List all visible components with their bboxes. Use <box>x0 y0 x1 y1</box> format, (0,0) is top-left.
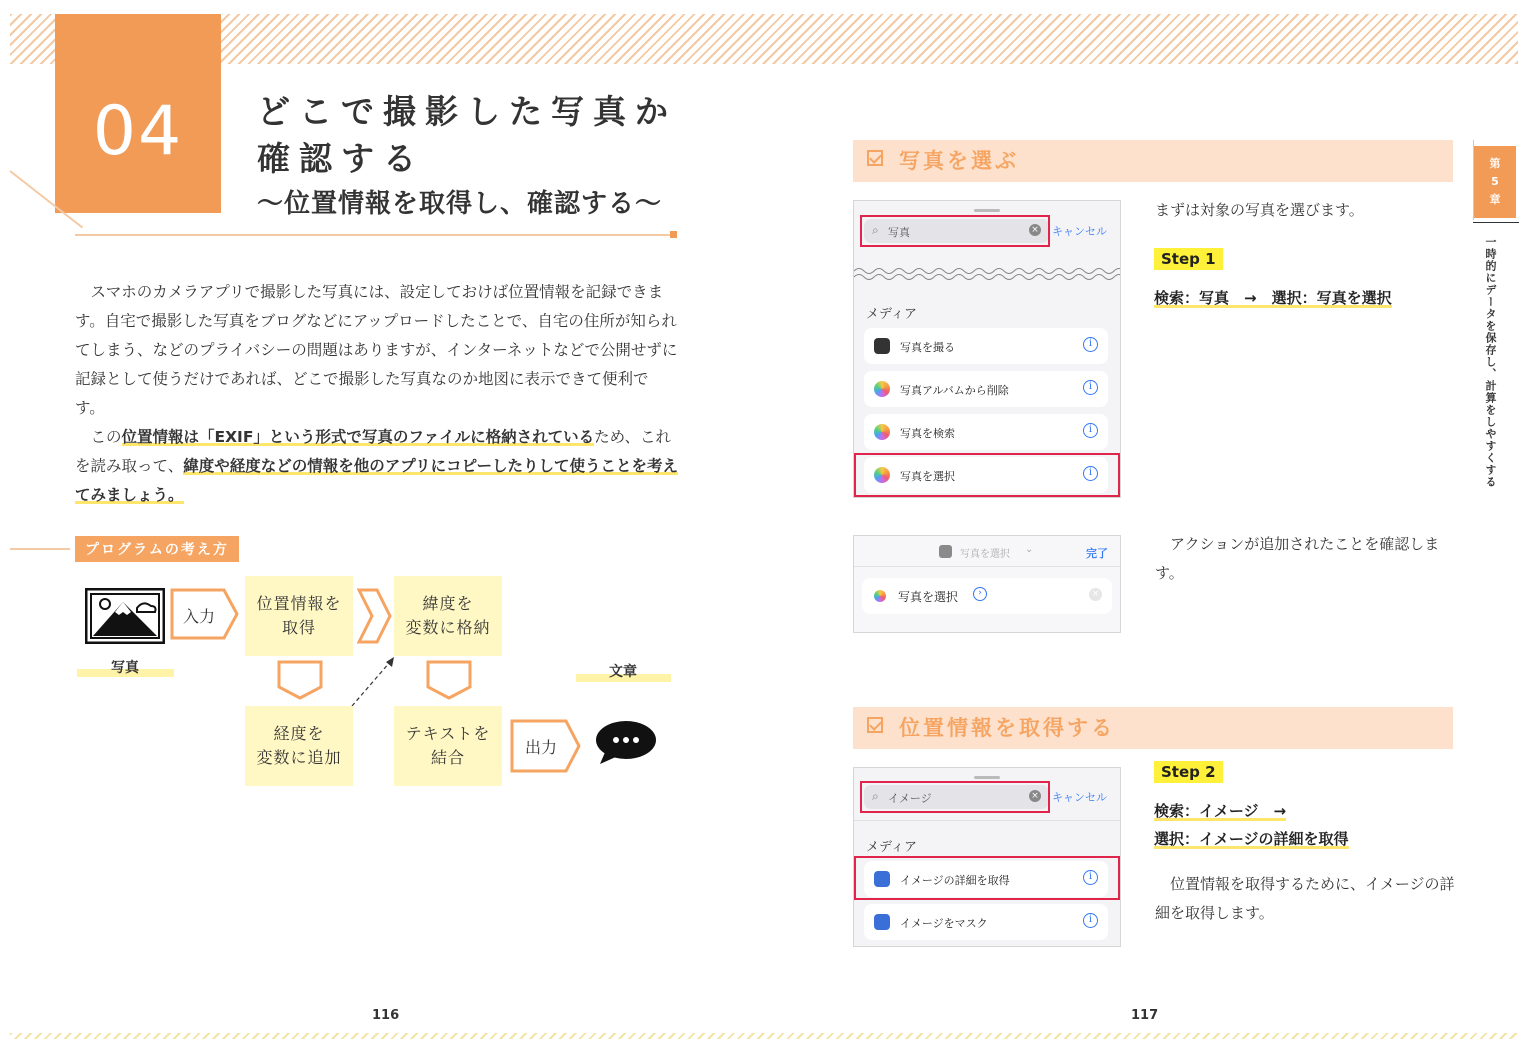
highlight-exif: 位置情報は「EXIF」という形式で写真のファイルに格納されている <box>121 428 595 446</box>
info-icon[interactable]: i <box>1083 380 1098 395</box>
program-label: プログラムの考え方 <box>75 536 239 562</box>
text-label: 文章 <box>609 664 637 680</box>
info-icon[interactable]: i <box>1083 466 1098 481</box>
step-combine: テキストを 結合 <box>394 706 502 786</box>
clear-icon[interactable]: × <box>1029 790 1041 802</box>
remove-icon[interactable]: × <box>1089 588 1102 601</box>
media-header: メディア <box>866 840 917 855</box>
title-rule-dot <box>670 231 677 238</box>
section2-heading-bar <box>853 707 1453 749</box>
step2-command-line1: 検索：イメージ → <box>1154 802 1287 820</box>
expand-icon[interactable]: › <box>973 587 987 601</box>
photos-app-icon <box>874 381 890 397</box>
flow-arrow-right <box>357 588 393 644</box>
side-rule-horizontal <box>1473 222 1519 223</box>
output-label: 出力 <box>525 738 558 757</box>
highlight-details-row <box>854 856 1120 900</box>
shortcut-icon <box>939 545 952 558</box>
step2-badge: Step 2 <box>1154 761 1223 783</box>
done-button[interactable]: 完了 <box>1086 547 1108 560</box>
highlight-select-row <box>854 453 1120 497</box>
added-action-card[interactable]: 写真を選択 › × <box>862 578 1112 614</box>
chapter-tab: 第 5 章 <box>1474 146 1516 218</box>
search-input[interactable]: ⌕ イメージ × <box>864 785 1049 809</box>
flow-dashed-arrow <box>348 654 398 710</box>
flow-arrow-down-2 <box>425 659 473 701</box>
highlight-copy: 緯度や経度などの情報を他のアプリにコピーしたりして使うことを考えてみましょう。 <box>75 457 678 504</box>
media-header: メディア <box>866 307 917 322</box>
step-longitude: 経度を 変数に追加 <box>245 706 353 786</box>
step1-command: 検索：写真 → 選択：写真を選択 <box>1154 289 1392 307</box>
page-number-left: 116 <box>372 1008 400 1023</box>
action-row-select-photos[interactable]: 写真を選択 i <box>864 457 1108 493</box>
info-icon[interactable]: i <box>1083 870 1098 885</box>
section1-description: まずは対象の写真を選びます。 <box>1155 201 1364 219</box>
page-subtitle: 〜位置情報を取得し、確認する〜 <box>257 189 663 219</box>
section2-description: 位置情報を取得するために、イメージの詳細を取得します。 <box>1155 875 1455 922</box>
cancel-button[interactable]: キャンセル <box>1052 791 1107 804</box>
step-get-location: 位置情報を 取得 <box>245 576 353 656</box>
checkbox-icon <box>867 717 883 733</box>
grabber <box>974 209 1000 212</box>
image-mask-icon <box>874 914 890 930</box>
photo-label: 写真 <box>111 660 139 676</box>
step2-command-line2: 選択：イメージの詳細を取得 <box>1154 830 1349 848</box>
info-icon[interactable]: i <box>1083 423 1098 438</box>
cut-line <box>854 263 1121 287</box>
camera-icon <box>874 338 890 354</box>
program-label-rule <box>10 548 70 550</box>
section-number: 04 <box>92 92 184 171</box>
action-row-delete-from-album[interactable]: 写真アルバムから削除 i <box>864 371 1108 407</box>
step1-badge: Step 1 <box>1154 248 1223 270</box>
info-icon[interactable]: i <box>1083 913 1098 928</box>
photos-app-icon <box>874 590 886 602</box>
action-row-take-photo[interactable]: 写真を撮る i <box>864 328 1108 364</box>
search-icon: ⌕ <box>872 223 879 237</box>
intro-paragraph-1: スマホのカメラアプリで撮影した写真には、設定しておけば位置情報を記録できます。自宅で撮影した写真をブログなどにアップロードしたことで、自宅の住所が知られてしまう、などのプライバシーの問題はありますが、インターネットなどで公開せずに記録として使うだけであれば、どこで撮影した写真なのか地図に表示できて便利です。 <box>75 283 678 417</box>
cancel-button[interactable]: キャンセル <box>1052 225 1107 238</box>
page-number-right: 117 <box>1131 1008 1159 1023</box>
page-title-line2: 確認する <box>257 139 425 178</box>
photos-app-icon <box>874 424 890 440</box>
section2-heading: 位置情報を取得する <box>899 716 1115 740</box>
chapter-title-vertical: 一時的にデータを保存し、計算をしやすくする <box>1484 236 1497 488</box>
input-label: 入力 <box>183 607 216 626</box>
grabber <box>974 776 1000 779</box>
top-hatch-band <box>10 14 1518 64</box>
section1-heading-bar <box>853 140 1453 182</box>
step-latitude: 緯度を 変数に格納 <box>394 576 502 656</box>
action-row-mask-image[interactable]: イメージをマスク i <box>864 904 1108 940</box>
intro-paragraph-2: この位置情報は「EXIF」という形式で写真のファイルに格納されているため、これを読み取って、緯度や経度などの情報を他のアプリにコピーしたりして使うことを考えてみましょう。 <box>75 428 678 504</box>
highlight-search-box <box>860 781 1050 813</box>
action-row-search-photos[interactable]: 写真を検索 i <box>864 414 1108 450</box>
clear-icon[interactable]: × <box>1029 224 1041 236</box>
sheet-title: 写真を選択 <box>960 549 1010 560</box>
divider <box>854 820 1121 821</box>
speech-bubble-icon <box>594 720 658 766</box>
info-icon[interactable]: i <box>1083 337 1098 352</box>
phone-screenshot-1 <box>853 200 1121 498</box>
section1-heading: 写真を選ぶ <box>899 149 1019 173</box>
highlight-search-box <box>860 215 1050 247</box>
photo-icon <box>85 588 165 644</box>
search-input[interactable]: ⌕ 写真 × <box>864 219 1049 243</box>
checkbox-icon <box>867 150 883 166</box>
title-rule <box>75 234 675 236</box>
phone-screenshot-3 <box>853 767 1121 947</box>
bottom-hatch-band <box>10 1033 1518 1039</box>
flow-arrow-down-1 <box>276 659 324 701</box>
confirm-note: アクションが追加されたことを確認します。 <box>1155 535 1440 582</box>
phone-screenshot-2 <box>853 535 1121 633</box>
chevron-down-icon[interactable]: ⌄ <box>1025 544 1034 555</box>
page-title-line1: どこで撮影した写真か <box>257 92 677 131</box>
search-icon: ⌕ <box>872 789 879 803</box>
action-row-get-image-details[interactable]: イメージの詳細を取得 i <box>864 861 1108 897</box>
